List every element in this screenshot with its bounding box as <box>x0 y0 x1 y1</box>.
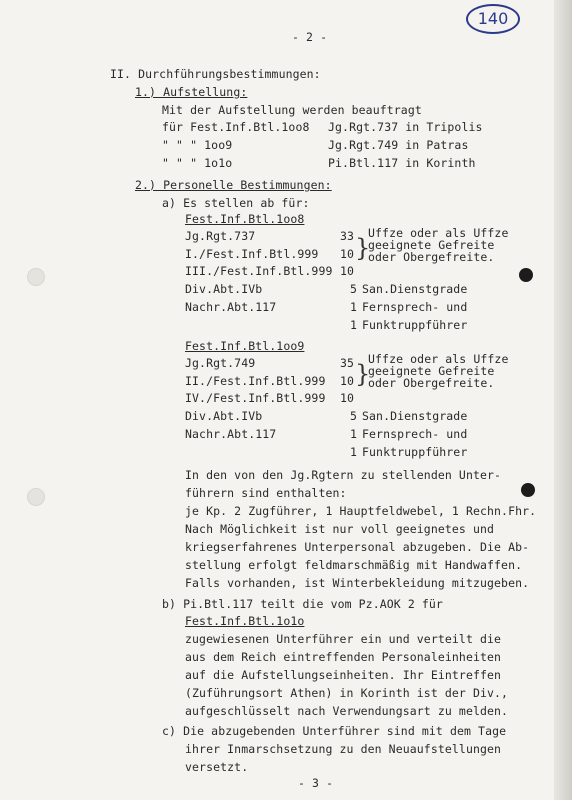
assign-location: Jg.Rgt.749 in Patras <box>328 138 469 152</box>
block1-count: 5 <box>350 282 358 296</box>
punch-hole-shadow <box>27 488 45 506</box>
block1-count: 1 <box>350 318 358 332</box>
block2-count: 1 <box>350 445 358 459</box>
assign-unit: " " " 1o1o <box>162 156 233 170</box>
punch-hole-shadow <box>27 268 45 286</box>
para-b-line: aus dem Reich eintreffenden Personaleinheiten <box>185 650 502 664</box>
page-number-stamp: 140 <box>466 4 520 34</box>
assign-location: Pi.Btl.117 in Korinth <box>328 156 476 170</box>
para-a-line: führern sind enthalten: <box>185 486 347 500</box>
subsection-1-intro: Mit der Aufstellung werden beauftragt <box>162 103 422 117</box>
para-a-line: stellung erfolgt feldmarschmäßig mit Handwaffen. <box>185 558 523 572</box>
para-b-line: (Zuführungsort Athen) in Korinth ist der Div., <box>185 686 509 700</box>
assign-unit: für Fest.Inf.Btl.1oo8 <box>162 120 310 134</box>
block2-unit: Nachr.Abt.117 <box>185 427 277 441</box>
block2-extra: Funktruppführer <box>362 445 468 459</box>
para-b-line: zugewiesenen Unterführer ein und verteilt die <box>185 632 502 646</box>
block1-count: 10 <box>340 247 355 261</box>
block2-heading: Fest.Inf.Btl.1oo9 <box>185 339 305 353</box>
para-a-line: Nach Möglichkeit ist nur voll geeignetes und <box>185 522 495 536</box>
block1-extra: Funktruppführer <box>362 318 468 332</box>
block2-unit: Div.Abt.IVb <box>185 409 263 423</box>
block1-desc: geeignete Gefreite <box>368 238 495 252</box>
block2-unit: IV./Fest.Inf.Btl.999 <box>185 391 326 405</box>
block1-count: 10 <box>340 264 355 278</box>
block1-extra: San.Dienstgrade <box>362 282 468 296</box>
point-a-title: a) Es stellen ab für: <box>162 196 310 210</box>
assign-location: Jg.Rgt.737 in Tripolis <box>328 120 483 134</box>
subsection-1-title: 1.) Aufstellung: <box>135 85 248 99</box>
section-ii-title: II. Durchführungsbestimmungen: <box>110 67 321 81</box>
block1-desc: Uffze oder als Uffze <box>368 226 509 240</box>
point-c-line: versetzt. <box>185 760 249 774</box>
block2-count: 10 <box>340 374 355 388</box>
block1-unit: III./Fest.Inf.Btl.999 <box>185 264 333 278</box>
block1-heading: Fest.Inf.Btl.1oo8 <box>185 212 305 226</box>
point-b-first: b) Pi.Btl.117 teilt die vom Pz.AOK 2 für <box>162 597 443 611</box>
block2-desc: oder Obergefreite. <box>368 376 495 390</box>
assign-unit: " " " 1oo9 <box>162 138 233 152</box>
block1-unit: Jg.Rgt.737 <box>185 229 256 243</box>
block1-unit: Nachr.Abt.117 <box>185 300 277 314</box>
block2-unit: Jg.Rgt.749 <box>185 356 256 370</box>
block1-unit: Div.Abt.IVb <box>185 282 263 296</box>
para-a-line: In den von den Jg.Rgtern zu stellenden Unter- <box>185 468 502 482</box>
para-a-line: kriegserfahrenes Unterpersonal abzugeben. Die Ab- <box>185 540 530 554</box>
block2-desc: Uffze oder als Uffze <box>368 352 509 366</box>
block2-count: 1 <box>350 427 358 441</box>
block1-count: 1 <box>350 300 358 314</box>
block1-desc: oder Obergefreite. <box>368 250 495 264</box>
para-a-line: Falls vorhanden, ist Winterbekleidung mitzugeben. <box>185 576 530 590</box>
para-b-line: aufgeschlüsselt nach Verwendungsart zu melden. <box>185 704 509 718</box>
block2-desc: geeignete Gefreite <box>368 364 495 378</box>
block1-extra: Fernsprech- und <box>362 300 468 314</box>
para-a-line: je Kp. 2 Zugführer, 1 Hauptfeldwebel, 1 Rechn.Fhr. <box>185 504 537 518</box>
page-edge-shadow <box>554 0 572 800</box>
page-number-next: - 3 - <box>298 776 334 790</box>
block1-unit: I./Fest.Inf.Btl.999 <box>185 247 319 261</box>
block1-brace: } <box>355 234 371 262</box>
block1-count: 33 <box>340 229 355 243</box>
point-c-line: c) Die abzugebenden Unterführer sind mit dem Tage <box>162 724 507 738</box>
subsection-2-title: 2.) Personelle Bestimmungen: <box>135 178 332 192</box>
block2-brace: } <box>355 360 371 388</box>
point-c-line: ihrer Inmarschsetzung zu den Neuaufstellungen <box>185 742 502 756</box>
block2-extra: Fernsprech- und <box>362 427 468 441</box>
punch-hole <box>519 268 533 282</box>
point-b-unit: Fest.Inf.Btl.1o1o <box>185 614 305 628</box>
punch-hole <box>521 483 535 497</box>
para-b-line: auf die Aufstellungseinheiten. Ihr Eintreffen <box>185 668 502 682</box>
block2-extra: San.Dienstgrade <box>362 409 468 423</box>
block2-count: 35 <box>340 356 355 370</box>
page-number-top: - 2 - <box>292 30 328 44</box>
block2-count: 5 <box>350 409 358 423</box>
block2-count: 10 <box>340 391 355 405</box>
block2-unit: II./Fest.Inf.Btl.999 <box>185 374 326 388</box>
